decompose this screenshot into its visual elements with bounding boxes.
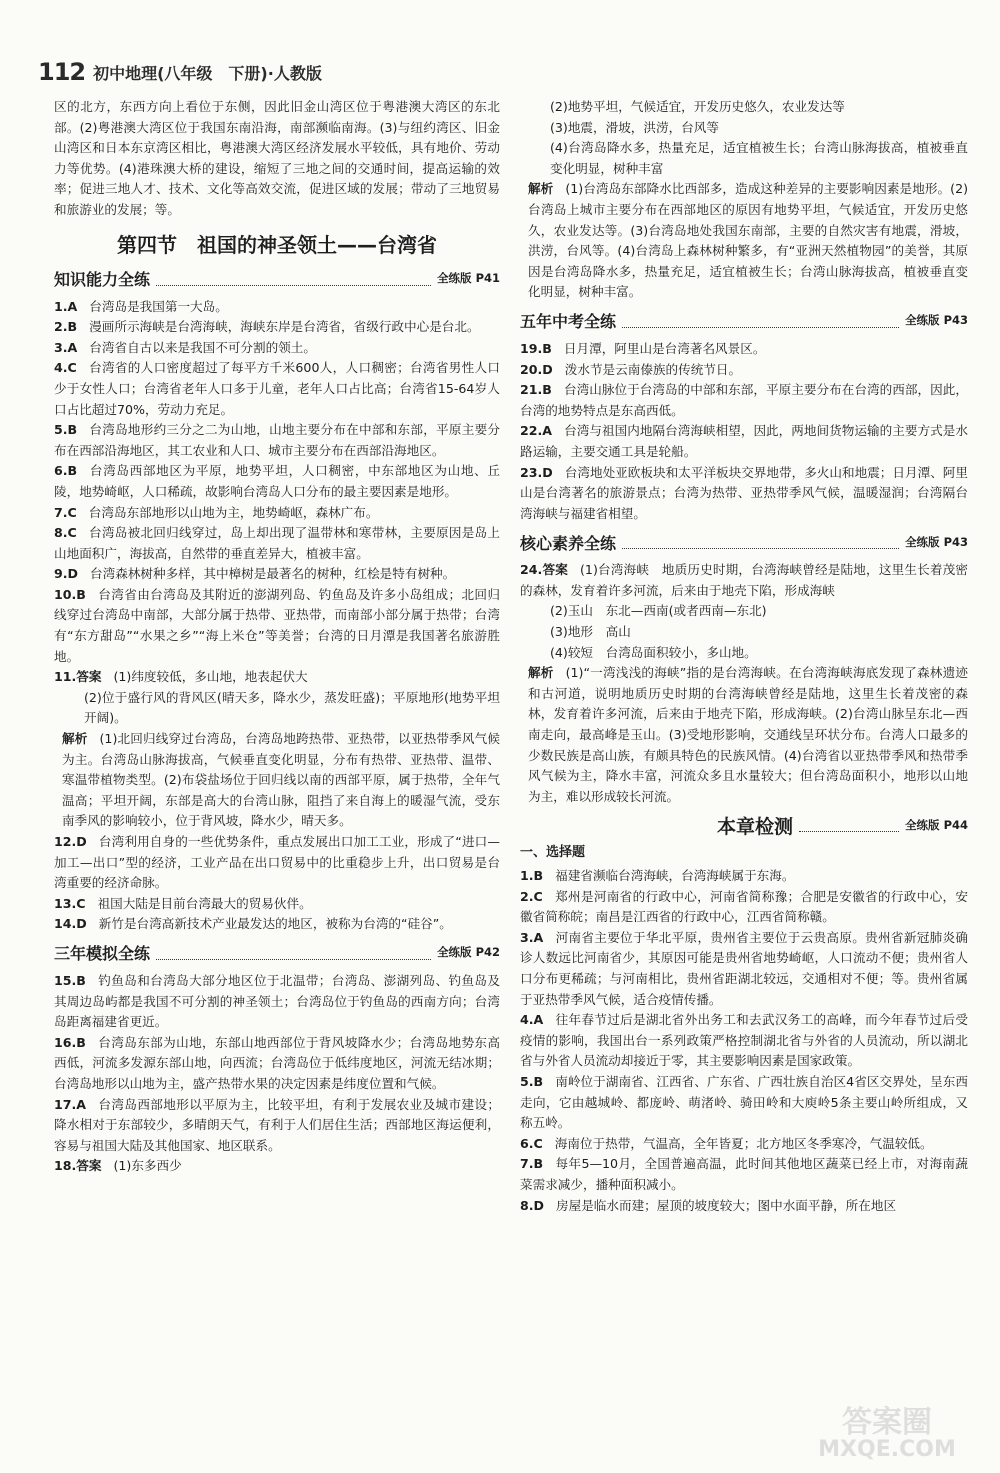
bar-title: 五年中考全练 (520, 312, 617, 332)
part-heading: 一、选择题 (520, 845, 586, 861)
answer-item (54, 971, 500, 1033)
left-column (54, 97, 500, 1177)
answer-item (54, 894, 500, 915)
bar-ref: 全练版 P44 (905, 817, 968, 832)
book-title: 初中地理(八年级 下册)·人教版 (93, 64, 322, 83)
item-text: 台湾岛西部地形以平原为主，比较平坦，有利于发展农业及城市建设；降水相对于东部较少，多晴朗天气，有利于人们居住生活；西部地区海运便利，容易与祖国大陆及其他国家、地区联系。 (54, 1096, 500, 1153)
answer-item (54, 1095, 500, 1157)
page-number: 112 (38, 58, 86, 86)
item-answer: (1)台湾海峡 地质历史时期，台湾海峡曾经是陆地，这里生长着茂密的森林，发育着许多河流，后来由于地壳下陷，形成海峡 (520, 562, 969, 598)
item-answer: (1)纬度较低，多山地，地表起伏大 (113, 669, 308, 685)
watermark-logo (812, 1405, 962, 1462)
analysis-paragraph (520, 179, 968, 303)
item-text: 新竹是台湾高新技术产业最发达的地区，被称为台湾的“硅谷”。 (98, 916, 452, 932)
item-number: 19.B (520, 340, 552, 356)
bar-ref: 全练版 P43 (905, 534, 968, 549)
item-number: 18.答案 (54, 1158, 102, 1174)
item-number: 22.A (520, 423, 553, 439)
answer-sub: (3)地形 高山 (550, 624, 631, 640)
answer-sub: (3)地震，滑坡，洪涝，台风等 (550, 119, 719, 135)
item-text: 台湾利用自身的一些优势条件，重点发展出口加工工业，形成了“进口—加工—出口”型的经济，工业产品在出口贸易中的比重稳步上升，出口贸易是台湾重要的经济命脉。 (54, 834, 500, 891)
answer-item (520, 1072, 968, 1134)
item-text: 钓鱼岛和台湾岛大部分地区位于北温带；台湾岛、澎湖列岛、钓鱼岛及其周边岛屿都是我国不可分割的神圣领土；台湾岛位于钓鱼岛的西南方向；台湾岛距离福建省更近。 (54, 972, 500, 1030)
item-text: 台湾省由台湾岛及其附近的澎湖列岛、钓鱼岛及许多小岛组成；北回归线穿过台湾岛中南部，大部分属于热带、亚热带，而南部小部分属于热带；台湾有“东方甜岛”“水果之乡”“海上米仓”等美誉；台湾的日月潭是我国著名旅游胜地。 (54, 586, 500, 664)
bar-five-year (520, 309, 968, 333)
item-number: 12.D (54, 834, 87, 849)
item-number: 9.D (54, 566, 79, 582)
answer-item (54, 338, 500, 359)
answer-item-24 (520, 560, 968, 601)
bar-title: 本章检测 (717, 815, 794, 838)
item-number: 15.B (54, 972, 86, 988)
item-number: 10.B (54, 586, 86, 602)
item-number: 16.B (54, 1034, 86, 1050)
analysis-text: (1)“一湾浅浅的海峡”指的是台湾海峡。在台湾海峡海底发现了森林遗迹和古河道，说明地质历史时期的台湾海峡曾经是陆地，这里生长着茂密的森林，发育着许多河流，后来由于地壳下陷，形成海峡。(2)台湾山脉呈东北—西南走向，最高峰是玉山。(3)受地形影响，交通线呈环状分布。台湾人口最多的少数民族是高山族，有颇具特色的民族风情。(4)台湾省以亚热带季风和热带季风气候为主，降水丰富，河流众多且水量较大；但台湾岛面积小，地形以山地为主，难以形成较长河流。 (528, 665, 969, 804)
answer-item-11 (54, 667, 500, 688)
answer-list-knowledge-2 (54, 832, 500, 935)
answer-item (520, 1154, 968, 1195)
answer-item (520, 339, 968, 360)
answer-item (54, 564, 500, 585)
answer-sub: (4)较短 台湾岛面积较小，多山地。 (550, 644, 757, 660)
section-title: 第四节 祖国的神圣领土——台湾省 (117, 232, 437, 257)
answer-item-18 (54, 1156, 500, 1177)
item-text: 泼水节是云南傣族的传统节日。 (564, 361, 742, 377)
answer-item (54, 461, 500, 502)
item-number: 7.C (54, 504, 77, 520)
answer-item (520, 1010, 968, 1072)
item-text: 台湾山脉位于台湾岛的中部和东部，平原主要分布在台湾的西部，因此，台湾的地势特点是东高西低。 (520, 382, 968, 418)
right-column (520, 97, 968, 1216)
answer-list-three-year (54, 971, 500, 1156)
item-number: 24.答案 (520, 562, 569, 578)
answer-item (54, 523, 500, 564)
dotted-leader (622, 548, 899, 549)
item-number: 8.C (54, 525, 77, 541)
answer-item (520, 421, 968, 462)
item-text: 漫画所示海峡是台湾海峡，海峡东岸是台湾省，省级行政中心是台北。 (89, 319, 480, 335)
answer-sub: (4)台湾岛降水多，热量充足，适宜植被生长；台湾山脉海拔高，植被垂直变化明显，树种丰富 (550, 140, 968, 176)
item-number: 4.A (520, 1012, 544, 1028)
item-number: 6.C (520, 1135, 543, 1151)
analysis-text: (1)台湾岛东部降水比西部多，造成这种差异的主要影响因素是地形。(2)台湾岛上城市主要分布在西部地区的原因有地势平坦，气候适宜，开发历史悠久，农业发达等。(3)台湾岛地处我国东南部，主要的自然灾害有地震，滑坡，洪涝，台风等。(4)台湾岛上森林树种繁多，有“亚洲天然植物园”的美誉，其原因是台湾岛降水多，热量充足，适宜植被生长；台湾山脉海拔高，植被垂直变化明显，树种丰富。 (528, 181, 968, 300)
intro-paragraph: 区的北方，东西方向上看位于东侧，因此旧金山湾区位于粤港澳大湾区的东北部。(2)粤港澳大湾区位于我国东南沿海，南部濒临南海。(3)与纽约湾区、旧金山湾区和日本东京湾区相比，粤港澳大湾区经济发展水平较低，具有地价、劳动力等优势。(4)港珠澳大桥的建设，缩短了三地之间的交通时间，提高运输的效率；促进三地人才、技术、文化等高效交流，促进区域的发展；带动了三地贸易和旅游业的发展；等。 (54, 99, 500, 217)
item-number: 5.B (520, 1073, 544, 1089)
answer-item (54, 503, 500, 524)
item-text: 台湾省的人口密度超过了每平方千米600人，人口稠密；台湾省男性人口少于女性人口；台湾省老年人口多于儿童，老年人口占比高；台湾省15-64岁人口占比超过70%，劳动力充足。 (54, 360, 500, 417)
item-text: 台湾岛是我国第一大岛。 (89, 298, 228, 314)
item-text: 海南位于热带，气温高，全年皆夏；北方地区冬季寒冷，气温较低。 (554, 1135, 933, 1151)
answer-item (54, 585, 500, 667)
item-text: 台湾岛东部地形以山地为主，地势崎岖，森林广布。 (88, 504, 379, 520)
bar-ref: 全练版 P42 (437, 945, 500, 960)
bar-three-year (54, 941, 500, 965)
analysis-label: 解析 (528, 181, 554, 197)
item-number: 8.D (520, 1197, 545, 1213)
item-number: 2.B (54, 319, 78, 335)
answer-item (520, 1134, 968, 1155)
item-text: 台湾地处亚欧板块和太平洋板块交界地带，多火山和地震；日月潭、阿里山是台湾著名的旅游景点；台湾为热带、亚热带季风气候，温暖湿润；台湾隔台湾海峡与福建省相望。 (520, 464, 968, 521)
item-text: 南岭位于湖南省、江西省、广东省、广西壮族自治区4省区交界处，呈东西走向，它由越城岭、都庞岭、萌渚岭、骑田岭和大庾岭5条主要山岭所组成，又称五岭。 (520, 1073, 968, 1131)
item-number: 21.B (520, 382, 552, 398)
bar-chapter-test (520, 813, 968, 837)
bar-title: 三年模拟全练 (54, 944, 151, 964)
answer-list-chapter-test (520, 866, 968, 1216)
analysis-text: (1)北回归线穿过台湾岛，台湾岛地跨热带、亚热带，以亚热带季风气候为主。台湾岛山脉海拔高，气候垂直变化明显，分布有热带、亚热带、温带、寒温带植物类型。(2)布袋盐场位于回归线以南的西部平原，属于热带，全年气温高；平坦开阔，东部是高大的台湾山脉，阻挡了来自海上的暖湿气流，受东南季风的影响较小，位于背风坡，降水少，晴天多。 (62, 731, 501, 829)
answer-item (520, 887, 968, 928)
watermark-text: 答案圈 (842, 1405, 932, 1440)
analysis-label: 解析 (528, 665, 554, 681)
answer-sub: (2)位于盛行风的背风区(晴天多，降水少，蒸发旺盛)；平原地形(地势平坦开阔)。 (84, 689, 500, 726)
item-text: 福建省濒临台湾海峡，台湾海峡属于东海。 (555, 868, 795, 883)
item-text: 祖国大陆是目前台湾最大的贸易伙伴。 (97, 895, 312, 911)
answer-item (520, 463, 968, 525)
bar-ref: 全练版 P41 (437, 270, 500, 285)
item-number: 14.D (54, 916, 87, 932)
watermark-domain: MXQE.COM (818, 1437, 956, 1462)
item-number: 17.A (54, 1096, 87, 1112)
answer-item (54, 914, 500, 935)
item-text: 每年5—10月，全国普遍高温，此时间其他地区蔬菜已经上市，对海南蔬菜需求减少，播种面积减小。 (520, 1156, 968, 1192)
item-number: 2.C (520, 888, 543, 904)
dotted-leader (622, 327, 899, 328)
item-number: 3.A (54, 339, 78, 355)
item-number: 11.答案 (54, 669, 102, 685)
answer-item (520, 360, 968, 381)
item-text: 台湾森林树种多样，其中樟树是最著名的树种，红桧是特有树种。 (90, 566, 456, 582)
item-text: 台湾岛地形约三分之二为山地，山地主要分布在中部和东部，平原主要分布在西部沿海地区，其工农业和人口、城市主要分布在西部沿海地区。 (54, 422, 500, 458)
item-number: 6.B (54, 463, 78, 479)
item-number: 1.A (54, 298, 78, 314)
bar-ref: 全练版 P43 (905, 313, 968, 328)
bar-knowledge (54, 267, 500, 291)
item-text: 台湾与祖国内地隔台湾海峡相望，因此，两地间货物运输的主要方式是水路运输，主要交通工具是轮船。 (520, 423, 968, 459)
dotted-leader (156, 959, 431, 960)
item-text: 房屋是临水而建；屋顶的坡度较大；图中水面平静，所在地区 (556, 1197, 897, 1213)
item-text: 台湾省自古以来是我国不可分割的领土。 (89, 339, 316, 355)
answer-list-knowledge (54, 297, 500, 668)
answer-item (54, 317, 500, 338)
item-answer: (1)东多西少 (113, 1158, 182, 1174)
dotted-leader (156, 285, 431, 286)
answer-item (520, 1196, 968, 1217)
item-number: 5.B (54, 422, 78, 438)
analysis-paragraph (520, 663, 968, 807)
answer-item (54, 832, 500, 894)
page-header (38, 52, 322, 86)
item-text: 郑州是河南省的行政中心，河南省简称豫；合肥是安徽省的行政中心，安徽省简称皖；南昌是江西省的行政中心，江西省简称赣。 (520, 888, 968, 925)
answer-item (520, 928, 968, 1010)
item-number: 20.D (520, 361, 553, 377)
bar-core (520, 530, 968, 554)
item-number: 1.B (520, 868, 544, 883)
answer-item (520, 866, 968, 887)
item-number: 7.B (520, 1156, 544, 1172)
answer-item (54, 1033, 500, 1095)
analysis-paragraph (54, 729, 500, 832)
bar-title: 核心素养全练 (520, 533, 617, 553)
dotted-leader (799, 831, 899, 832)
item-text: 河南省主要位于华北平原，贵州省主要位于云贵高原。贵州省新冠肺炎确诊人数远比河南省少，其原因可能是贵州省地势崎岖，人口流动不便；贵州省人口分布更稀疏；与河南相比，贵州省距湖北较远，交通相对不便；等。贵州省属于亚热带季风气候，适合疫情传播。 (520, 929, 968, 1007)
answer-sub: (2)玉山 东北—西南(或者西南—东北) (550, 603, 767, 619)
answer-list-five-year (520, 339, 968, 524)
item-text: 日月潭，阿里山是台湾著名风景区。 (563, 340, 766, 356)
analysis-label: 解析 (62, 731, 88, 747)
item-text: 台湾岛被北回归线穿过，岛上却出现了温带林和寒带林，主要原因是岛上山地面积广，海拔高，自然带的垂直差异大，植被丰富。 (54, 525, 500, 561)
item-number: 13.C (54, 895, 86, 911)
answer-sub: (2)地势平坦，气候适宜，开发历史悠久，农业发达等 (550, 99, 845, 114)
answer-item (54, 420, 500, 461)
answer-item (520, 380, 968, 421)
item-number: 3.A (520, 929, 544, 945)
answer-item (54, 297, 500, 318)
item-text: 台湾岛东部为山地，东部山地西部位于背风坡降水少；台湾岛地势东高西低，河流多发源东部山地，向西流；台湾岛位于低纬度地区，河流无结冰期；台湾岛地形以山地为主，盛产热带水果的决定因素是纬度位置和气候。 (54, 1034, 500, 1091)
item-text: 台湾岛西部地区为平原，地势平坦，人口稠密，中东部地区为山地、丘陵，地势崎岖，人口稀疏，故影响台湾岛人口分布的最主要因素是地形。 (54, 463, 500, 499)
bar-title: 知识能力全练 (54, 269, 151, 289)
item-number: 23.D (520, 464, 553, 480)
item-number: 4.C (54, 360, 77, 376)
answer-item (54, 358, 500, 420)
item-text: 往年春节过后是湖北省外出务工和去武汉务工的高峰，而今年春节过后受疫情的影响，我国出台一系列政策严格控制湖北省与外省的人员流动，所以湖北省与外省人员流动却接近于零，其主要影响因素是国家政策。 (520, 1012, 968, 1069)
